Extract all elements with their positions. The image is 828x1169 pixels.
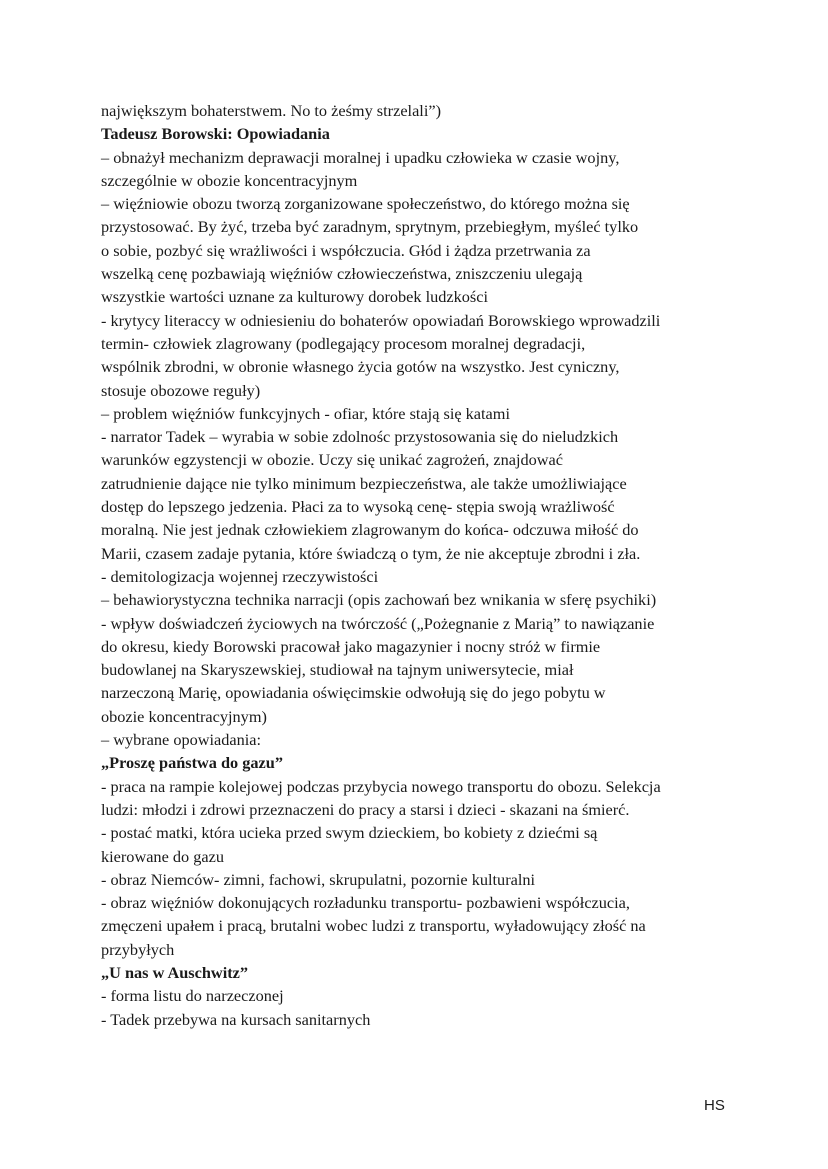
text-line: - obraz więźniów dokonujących rozładunku transportu- pozbawieni współczucia, — [101, 893, 630, 913]
text-line: do okresu, kiedy Borowski pracował jako magazynier i nocny stróż w firmie — [101, 636, 601, 656]
text-line: – obnażył mechanizm deprawacji moralnej i upadku człowieka w czasie wojny, — [101, 147, 620, 167]
section-heading: Tadeusz Borowski: Opowiadania — [101, 124, 330, 144]
text-line: wszystkie wartości uznane za kulturowy dorobek ludzkości — [101, 287, 489, 307]
text-line: przybyłych — [101, 939, 175, 959]
text-line: największym bohaterstwem. No to żeśmy strzelali”) — [101, 101, 441, 120]
text-line: zatrudnienie dające nie tylko minimum bezpieczeństwa, ale także umożliwiające — [101, 473, 627, 493]
text-line: - narrator Tadek – wyrabia w sobie zdolnośc przystosowania się do nieludzkich — [101, 427, 619, 447]
text-line: szczególnie w obozie koncentracyjnym — [101, 170, 358, 190]
text-line: narzeczoną Marię, opowiadania oświęcimskie odwołują się do jego pobytu w — [101, 683, 606, 703]
text-line: – behawiorystyczna technika narracji (opis zachowań bez wnikania w sferę psychiki) — [101, 590, 657, 610]
text-line: obozie koncentracyjnym) — [101, 706, 267, 726]
text-line: – więźniowie obozu tworzą zorganizowane społeczeństwo, do którego można się — [101, 194, 630, 214]
text-line: przystosować. By żyć, trzeba być zaradnym, sprytnym, przebiegłym, myśleć tylko — [101, 217, 639, 237]
text-line: budowlanej na Skaryszewskiej, studiował na tajnym uniwersytecie, miał — [101, 660, 574, 680]
text-line: - postać matki, która ucieka przed swym dzieckiem, bo kobiety z dziećmi są — [101, 823, 598, 843]
section-heading: „U nas w Auschwitz” — [101, 962, 248, 982]
text-line: termin- człowiek zlagrowany (podlegający procesom moralnej degradacji, — [101, 333, 586, 353]
text-line: - demitologizacja wojennej rzeczywistości — [101, 566, 379, 586]
text-line: – problem więźniów funkcyjnych - ofiar, które stają się katami — [101, 403, 510, 423]
text-line: moralną. Nie jest jednak człowiekiem zlagrowanym do końca- odczuwa miłość do — [101, 520, 639, 540]
text-line: dostęp do lepszego jedzenia. Płaci za to wysoką cenę- stępia swoją wrażliwość — [101, 497, 615, 517]
text-line: - praca na rampie kolejowej podczas przybycia nowego transportu do obozu. Selekcja — [101, 776, 661, 796]
text-line: – wybrane opowiadania: — [101, 730, 262, 750]
text-line: - krytycy literaccy w odniesieniu do bohaterów opowiadań Borowskiego wprowadzili — [101, 310, 661, 330]
text-line: Marii, czasem zadaje pytania, które świadczą o tym, że nie akceptuje zbrodni i zła. — [101, 543, 641, 563]
text-line: - wpływ doświadczeń życiowych na twórczość („Pożegnanie z Marią” to nawiązanie — [101, 613, 655, 633]
text-line: wspólnik zbrodni, w obronie własnego życia gotów na wszystko. Jest cyniczny, — [101, 357, 620, 377]
text-line: - forma listu do narzeczonej — [101, 986, 284, 1006]
text-line: - Tadek przebywa na kursach sanitarnych — [101, 1009, 371, 1029]
text-line: stosuje obozowe reguły) — [101, 380, 261, 400]
text-line: ludzi: młodzi i zdrowi przeznaczeni do pracy a starsi i dzieci - skazani na śmierć. — [101, 799, 630, 819]
text-line: o sobie, pozbyć się wrażliwości i współczucia. Głód i żądza przetrwania za — [101, 240, 591, 260]
text-line: zmęczeni upałem i pracą, brutalni wobec ludzi z transportu, wyładowujący złość na — [101, 916, 646, 936]
document-body — [101, 99, 741, 1031]
text-line: kierowane do gazu — [101, 846, 224, 866]
page-footer-initials: HS — [704, 1097, 725, 1114]
text-line: warunków egzystencji w obozie. Uczy się unikać zagrożeń, znajdować — [101, 450, 564, 470]
text-line: wszelką cenę pozbawiają więźniów człowieczeństwa, zniszczeniu ulegają — [101, 264, 583, 284]
text-line: - obraz Niemców- zimni, fachowi, skrupulatni, pozornie kulturalni — [101, 869, 536, 889]
section-heading: „Proszę państwa do gazu” — [101, 753, 283, 773]
